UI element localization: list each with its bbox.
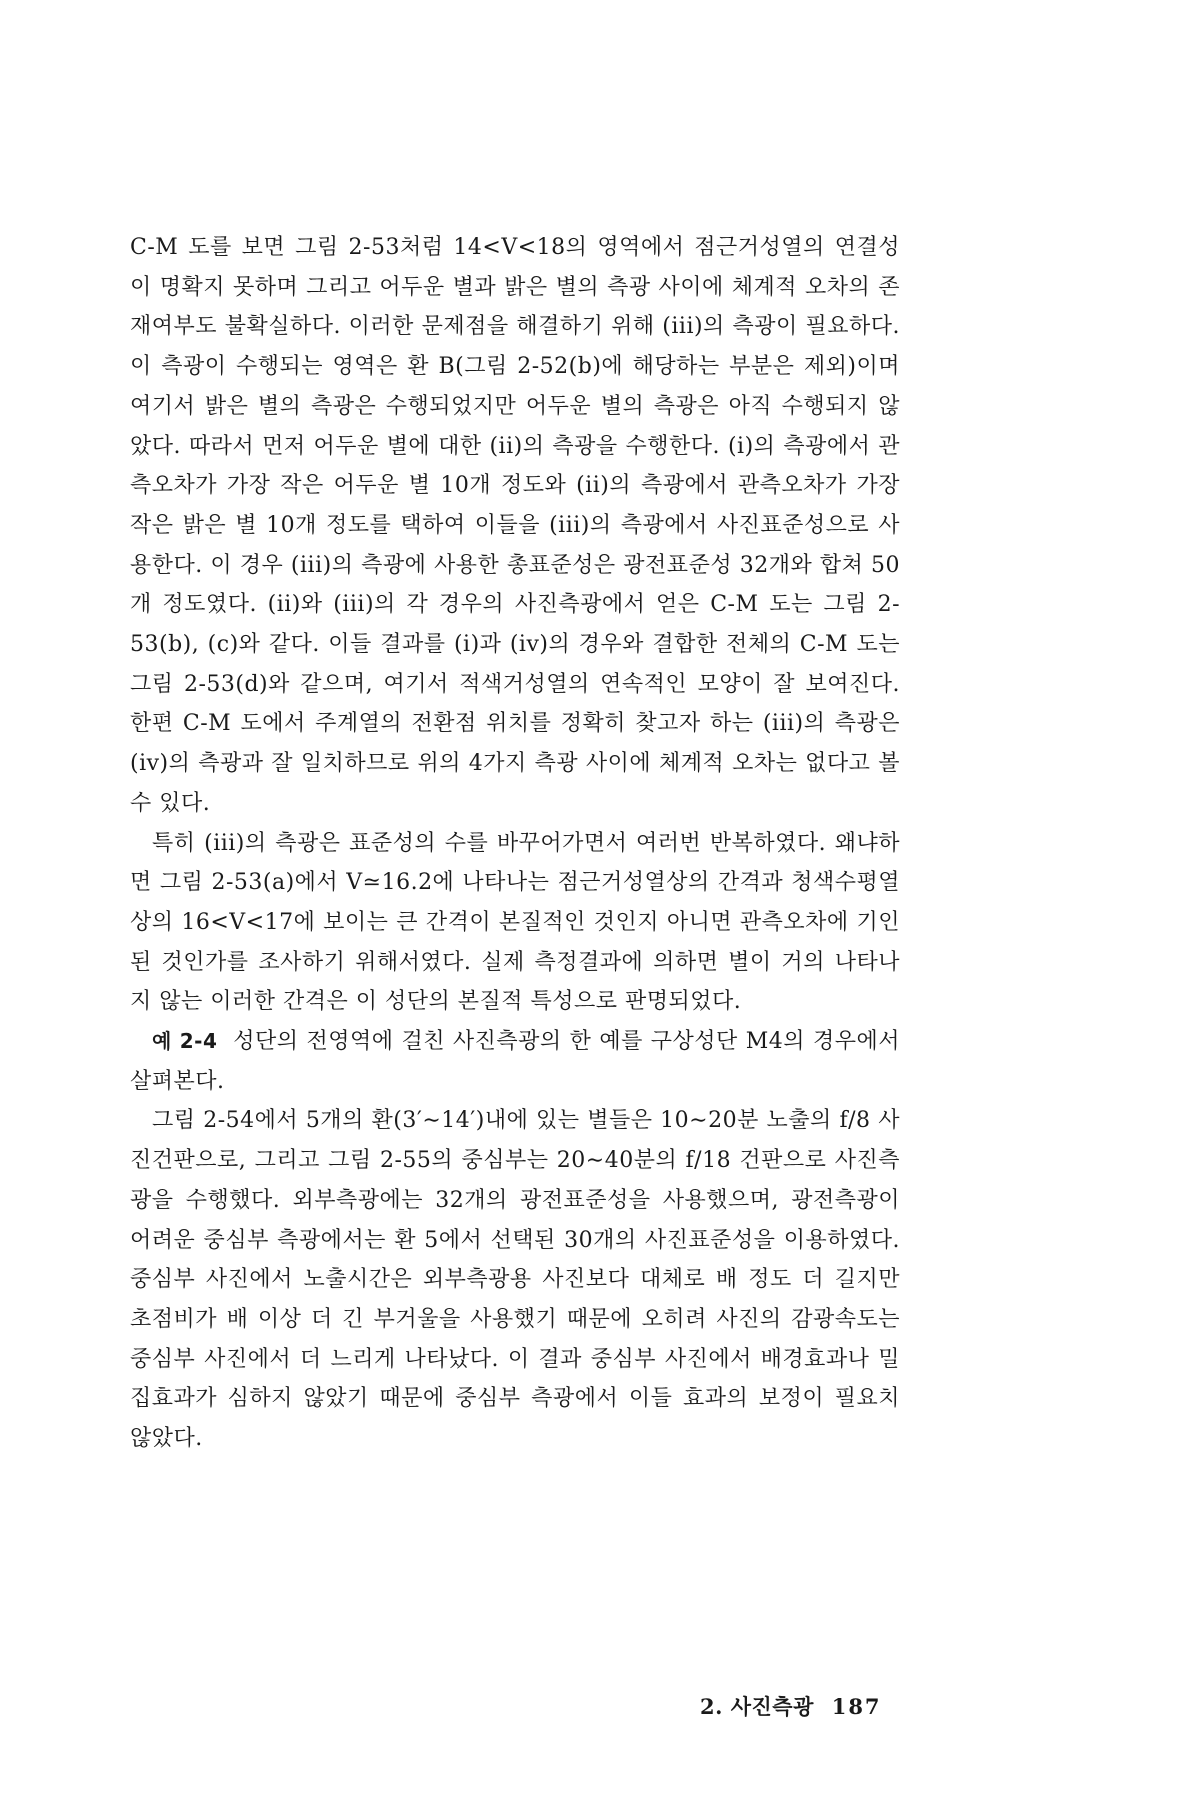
paragraph-2: 특히 (iii)의 측광은 표준성의 수를 바꾸어가면서 여러번 반복하였다. 왜냐하면 그림 2-53(a)에서 V≃16.2에 나타나는 점근거성열상의 간격과 청색수평열상의 16<V<17에 보이는 큰 간격이 본질적인 것인지 아니면 관측오차에 기인된 것인가를 조사하기 위해서였다. 실제 측정결과에 의하면 별이 거의 나타나지 않는 이러한 간격은 이 성단의 본질적 특성으로 판명되었다. bbox=[130, 830, 900, 1015]
paragraph-4: 그림 2-54에서 5개의 환(3′∼14′)내에 있는 별들은 10∼20분 노출의 f/8 사진건판으로, 그리고 그림 2-55의 중심부는 20∼40분의 f/18 건판으로 사진측광을 수행했다. 외부측광에는 32개의 광전표준성을 사용했으며, 광전측광이 어려운 중심부 측광에서는 환 5에서 선택된 30개의 사진표준성을 이용하였다. 중심부 사진에서 노출시간은 외부측광용 사진보다 대체로 배 정도 더 길지만 초점비가 배 이상 더 긴 부거울을 사용했기 때문에 오히려 사진의 감광속도는 중심부 사진에서 더 느리게 나타났다. 이 결과 중심부 사진에서 배경효과나 밀집효과가 심하지 않았기 때문에 중심부 측광에서 이들 효과의 보정이 필요치 않았다. bbox=[130, 1108, 900, 1452]
page-body bbox=[130, 228, 900, 1459]
example-paragraph bbox=[130, 1022, 900, 1101]
main-text bbox=[130, 228, 900, 1459]
page-number: 187 bbox=[831, 1694, 882, 1719]
page-footer bbox=[700, 1691, 900, 1721]
paragraph-1: C-M 도를 보면 그림 2-53처럼 14<V<18의 영역에서 점근거성열의 연결성이 명확지 못하며 그리고 어두운 별과 밝은 별의 측광 사이에 체계적 오차의 존재여부도 불확실하다. 이러한 문제점을 해결하기 위해 (iii)의 측광이 필요하다. 이 측광이 수행되는 영역은 환 B(그림 2-52(b)에 해당하는 부분은 제외)이며 여기서 밝은 별의 측광은 수행되었지만 어두운 별의 측광은 아직 수행되지 않았다. 따라서 먼저 어두운 별에 대한 (ii)의 측광을 수행한다. (i)의 측광에서 관측오차가 가장 작은 어두운 별 10개 정도와 (ii)의 측광에서 관측오차가 가장 작은 밝은 별 10개 정도를 택하여 이들을 (iii)의 측광에서 사진표준성으로 사용한다. 이 경우 (iii)의 측광에 사용한 총표준성은 광전표준성 32개와 합쳐 50개 정도였다. (ii)와 (iii)의 각 경우의 사진측광에서 얻은 C-M 도는 그림 2-53(b), (c)와 같다. 이들 결과를 (i)과 (iv)의 경우와 결합한 전체의 C-M 도는 그림 2-53(d)와 같으며, 여기서 적색거성열의 연속적인 모양이 잘 보여진다. 한편 C-M 도에서 주계열의 전환점 위치를 정확히 찾고자 하는 (iii)의 측광은 (iv)의 측광과 잘 일치하므로 위의 4가지 측광 사이에 체계적 오차는 없다고 볼 수 있다. bbox=[130, 235, 900, 816]
example-text: 성단의 전영역에 걸친 사진측광의 한 예를 구상성단 M4의 경우에서 살펴본다. bbox=[130, 1029, 900, 1094]
footer-section-title: 2. 사진측광 bbox=[700, 1694, 814, 1719]
example-label: 예 2-4 bbox=[152, 1029, 218, 1054]
